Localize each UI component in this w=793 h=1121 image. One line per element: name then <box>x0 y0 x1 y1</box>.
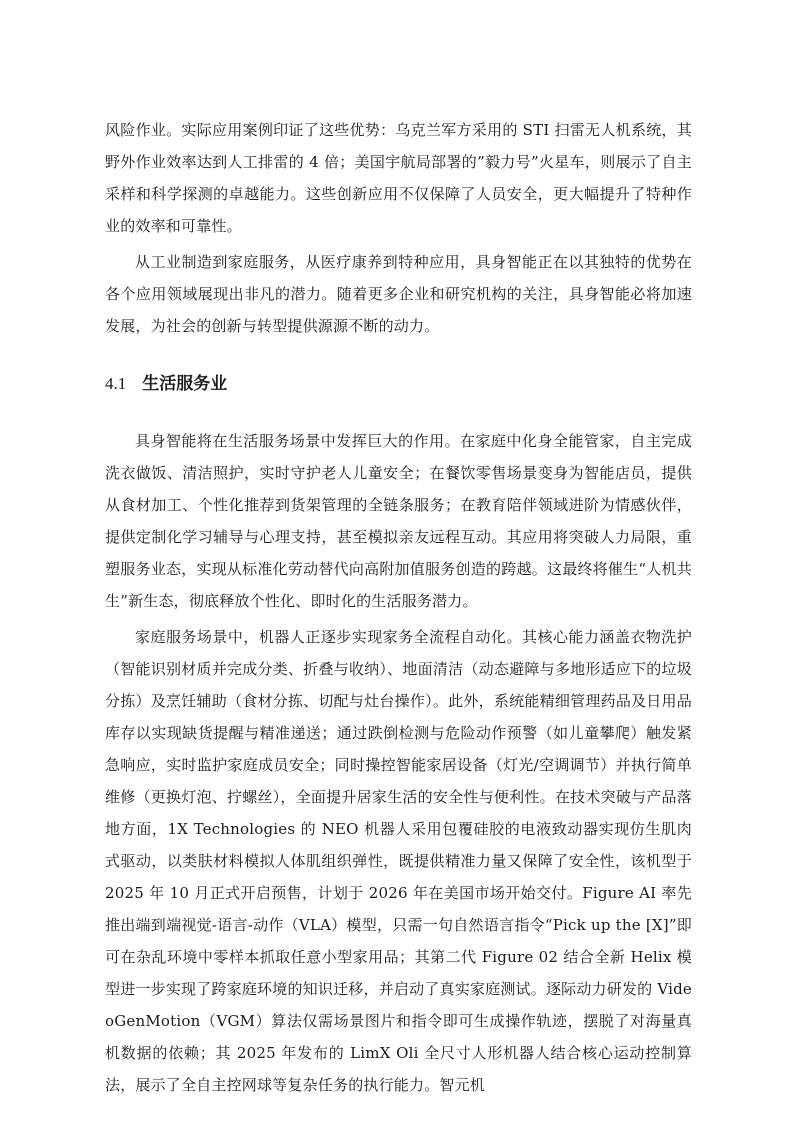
section-title: 生活服务业 <box>142 374 228 394</box>
paragraph-household-services: 家庭服务场景中，机器人正逐步实现家务全流程自动化。其核心能力涵盖衣物洗护（智能识别材质并完成分类、折叠与收纳）、地面清洁（动态避障与多地形适应下的垃圾分拣）及烹饪辅助（食材分拣、切配与灶台操作）。此外，系统能精细管理药品及日用品库存以实现缺货提醒与精准递送；通过跌倒检测与危险动作预警（如儿童攀爬）触发紧急响应，实时监护家庭成员安全；同时操控智能家居设备（灯光/空调调节）并执行简单维修（更换灯泡、拧螺丝），全面提升居家生活的安全性与便利性。在技术突破与产品落地方面，1X Technologies 的 NEO 机器人采用包覆硅胶的电液致动器实现仿生肌肉式驱动，以类肤材料模拟人体肌组织弹性，既提供精准力量又保障了安全性，该机型于 2025 年 10 月正式开启预售，计划于 2026 年在美国市场开始交付。Figure AI 率先推出端到端视觉-语言-动作（VLA）模型，只需一句自然语言指令“Pick up the [X]”即可在杂乱环境中零样本抓取任意小型家用品；其第二代 Figure 02 结合全新 Helix 模型进一步实现了跨家庭环境的知识迁移，并启动了真实家庭测试。逐际动力研发的 VideoGenMotion（VGM）算法仅需场景图片和指令即可生成操作轨迹，摆脱了对海量真机数据的依赖；其 2025 年发布的 LimX Oli 全尺寸人形机器人结合核心运动控制算法，展示了全自主控网球等复杂任务的执行能力。智元机 <box>105 628 692 1094</box>
paragraph-life-services: 具身智能将在生活服务场景中发挥巨大的作用。在家庭中化身全能管家，自主完成洗衣做饭、清洁照护，实时守护老人儿童安全；在餐饮零售场景变身为智能店员，提供从食材加工、个性化推荐到货架管理的全链条服务；在教育陪伴领域进阶为情感伙伴，提供定制化学习辅导与心理支持，甚至模拟亲友远程互动。其应用将突破人力局限，重塑服务业态，实现从标准化劳动替代向高附加值服务创造的跨越。这最终将催生“人机共生”新生态，彻底释放个性化、即时化的生活服务潜力。 <box>105 432 692 610</box>
paragraph-summary: 从工业制造到家庭服务，从医疗康养到特种应用，具身智能正在以其独特的优势在各个应用领域展现出非凡的潜力。随着更多企业和研究机构的关注，具身智能必将加速发展，为社会的创新与转型提供源源不断的动力。 <box>105 253 692 335</box>
section-heading <box>105 366 692 402</box>
section-number: 4.1 <box>105 374 127 393</box>
paragraph-risk-operations: 风险作业。实际应用案例印证了这些优势：乌克兰军方采用的 STI 扫雷无人机系统，其野外作业效率达到人工排雷的 4 倍；美国宇航局部署的”毅力号”火星车，则展示了自主采样和科学探测的卓越能力。这些创新应用不仅保障了人员安全，更大幅提升了特种作业的效率和可靠性。 <box>105 121 692 235</box>
page-content <box>105 114 692 1105</box>
